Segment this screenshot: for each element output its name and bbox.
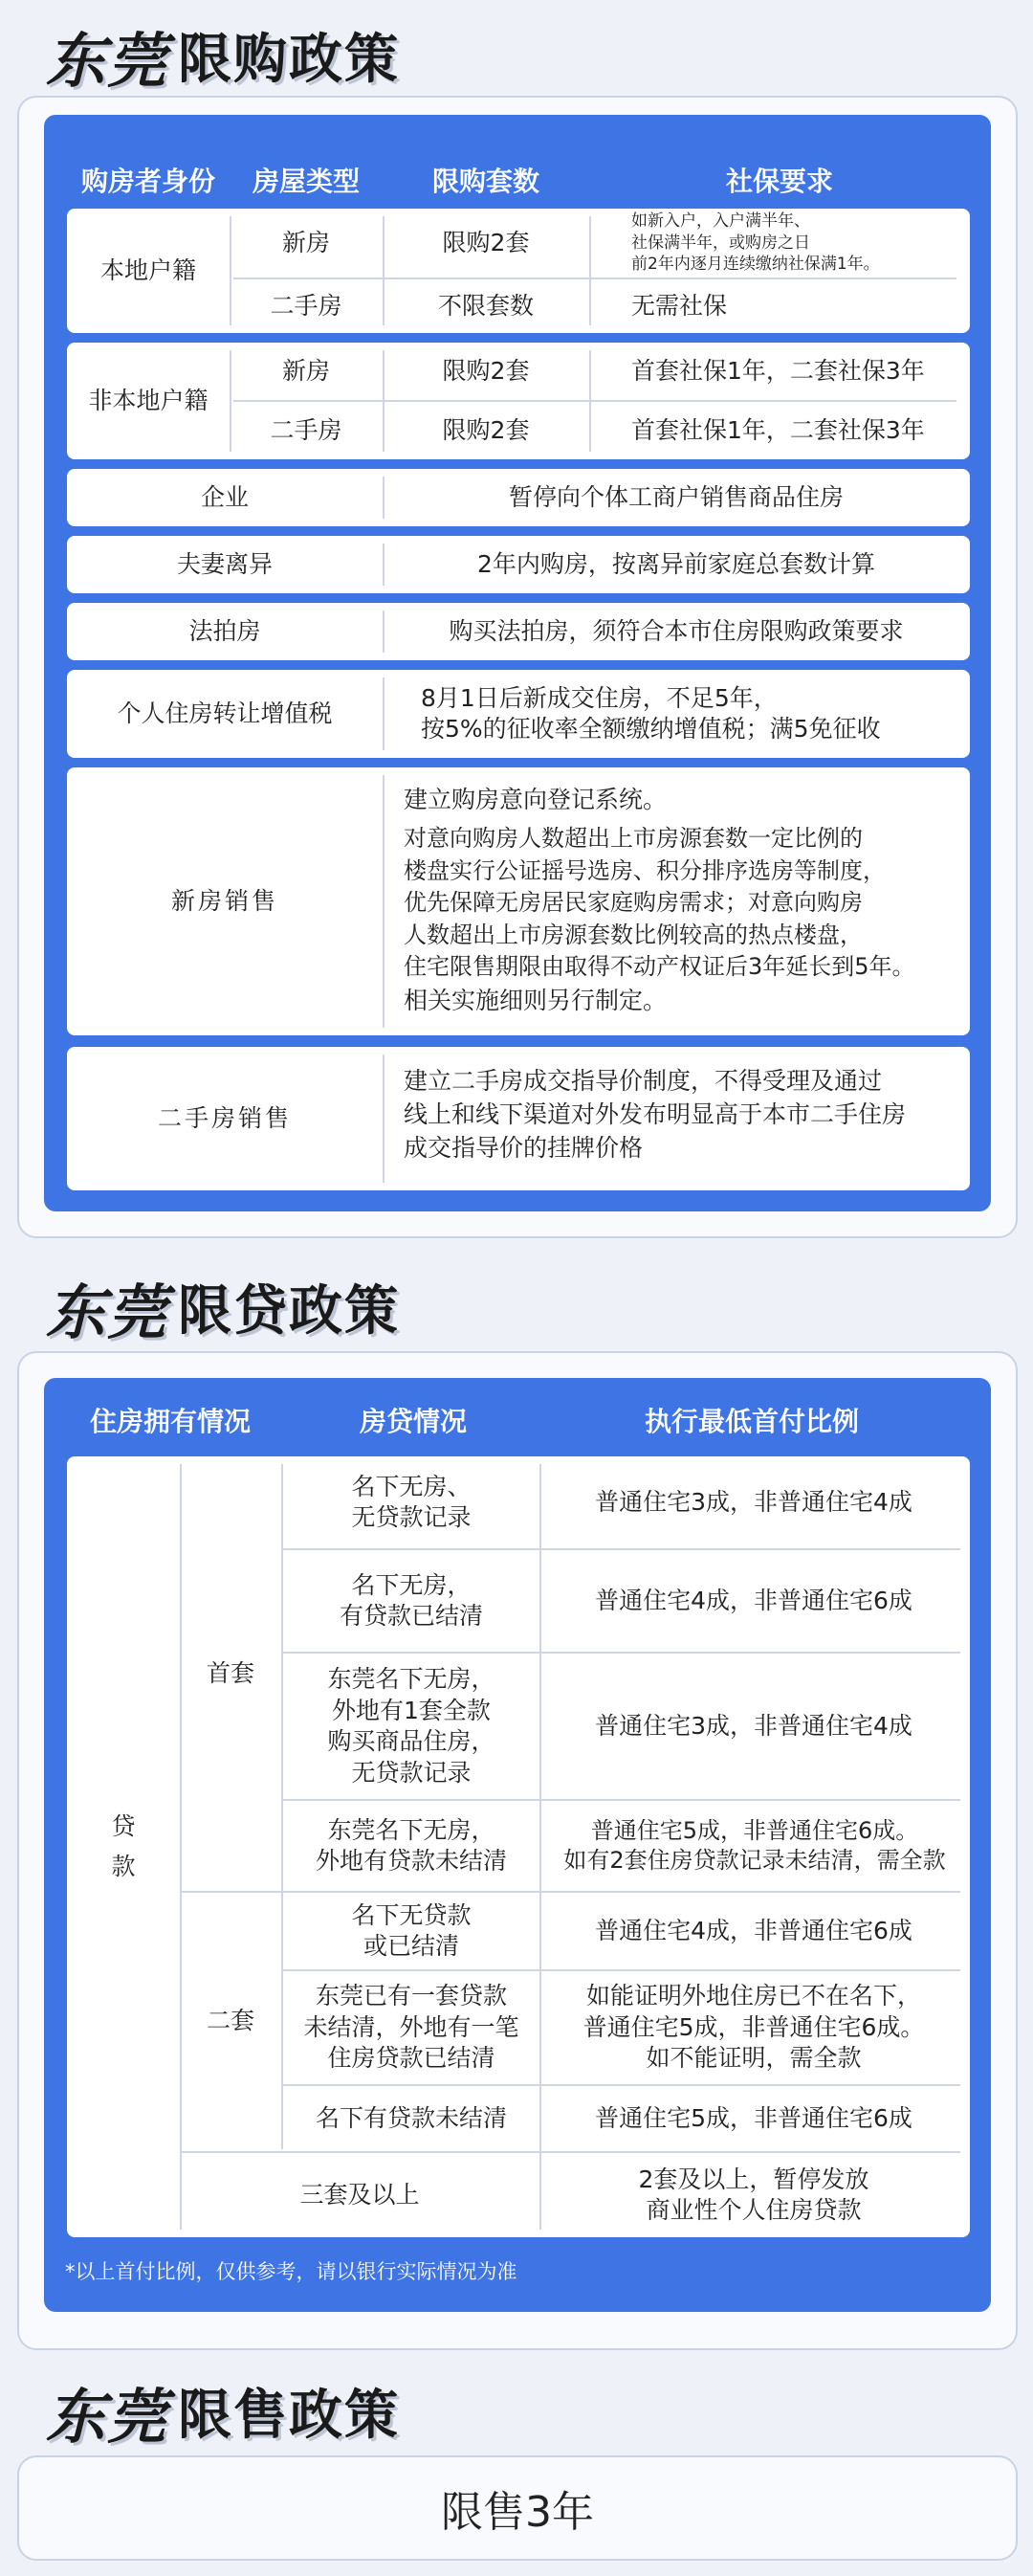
second-row-3-ratio: 普通住宅5成，非普通住宅6成 bbox=[595, 2103, 912, 2132]
nonlocal-new-limit: 限购2套 bbox=[442, 356, 530, 385]
header-min-down: 执行最低首付比例 bbox=[644, 1406, 859, 1437]
title-rest: 限贷政策 bbox=[178, 1280, 401, 1343]
third-home-ratio: 2套及以上，暂停发放 商业性个人住房贷款 bbox=[638, 2165, 869, 2224]
first-row-3-ratio: 普通住宅3成，非普通住宅4成 bbox=[595, 1711, 912, 1740]
local-identity: 本地户籍 bbox=[99, 255, 196, 284]
title-city: 东莞 bbox=[46, 25, 169, 96]
auction-value: 购买法拍房，须符合本市住房限购政策要求 bbox=[449, 616, 904, 645]
section-title-loan bbox=[46, 1269, 400, 1345]
nonlocal-identity: 非本地户籍 bbox=[88, 386, 209, 414]
nonlocal-new-social: 首套社保1年，二套社保3年 bbox=[631, 356, 925, 385]
first-row-2-situation: 名下无房， 有贷款已结清 bbox=[339, 1570, 483, 1630]
vat-label: 个人住房转让增值税 bbox=[117, 699, 333, 727]
divorce-label: 夫妻离异 bbox=[176, 549, 273, 578]
resale-value: 建立二手房成交指导价制度，不得受理及通过 线上和线下渠道对外发布明显高于本市二手住房 成交指导价的挂牌价格 bbox=[404, 1067, 907, 1162]
local-resale-social: 无需社保 bbox=[631, 291, 728, 320]
second-row-3-situation: 名下有贷款未结清 bbox=[315, 2103, 507, 2132]
second-row-1-situation: 名下无贷款 或已结清 bbox=[351, 1900, 472, 1960]
local-resale-limit: 不限套数 bbox=[437, 291, 534, 320]
title-rest: 限购政策 bbox=[178, 29, 401, 91]
first-row-3-situation: 东莞名下无房， 外地有1套全款 购买商品住房， 无贷款记录 bbox=[327, 1665, 495, 1787]
first-row-1-ratio: 普通住宅3成，非普通住宅4成 bbox=[595, 1487, 912, 1516]
header-identity: 购房者身份 bbox=[80, 166, 215, 197]
second-row-1-ratio: 普通住宅4成，非普通住宅6成 bbox=[595, 1916, 912, 1944]
local-resale-type: 二手房 bbox=[270, 291, 342, 320]
second-home-label: 二套 bbox=[206, 2006, 254, 2034]
first-row-2-ratio: 普通住宅4成，非普通住宅6成 bbox=[595, 1586, 912, 1614]
third-home-label: 三套及以上 bbox=[299, 2180, 420, 2209]
enterprise-value: 暂停向个体工商户销售商品住房 bbox=[508, 482, 844, 511]
local-new-type: 新房 bbox=[281, 228, 330, 256]
section-title-sale bbox=[46, 2373, 400, 2450]
nonlocal-resale-limit: 限购2套 bbox=[442, 415, 530, 444]
first-row-4-situation: 东莞名下无房， 外地有贷款未结清 bbox=[315, 1815, 507, 1875]
second-row-2-ratio: 如能证明外地住房已不在名下， 普通住宅5成，非普通住宅6成。 如不能证明，需全款 bbox=[582, 1982, 925, 2073]
local-new-limit: 限购2套 bbox=[442, 228, 530, 256]
loan-label: 贷 款 bbox=[111, 1811, 136, 1880]
sale-restriction-value: 限售3年 bbox=[441, 2488, 594, 2537]
header-mortgage: 房贷情况 bbox=[359, 1406, 467, 1437]
title-city: 东莞 bbox=[46, 1277, 169, 1347]
title-rest: 限售政策 bbox=[178, 2385, 401, 2447]
nonlocal-new-type: 新房 bbox=[281, 356, 330, 385]
divorce-value: 2年内购房，按离异前家庭总套数计算 bbox=[477, 549, 875, 578]
nonlocal-resale-social: 首套社保1年，二套社保3年 bbox=[631, 415, 925, 444]
new-sales-label: 新房销售 bbox=[170, 886, 278, 915]
header-social: 社保要求 bbox=[725, 166, 833, 197]
new-sales-p2: 对意向购房人数超出上市房源套数一定比例的 楼盘实行公证摇号选房、积分排序选房等制度， 优先保障无房居民家庭购房需求；对意向购房 人数超出上市房源套数比例较高的热点楼盘， 住宅限售期限由取得不动产权证后3年延长到5年。 bbox=[404, 825, 915, 981]
first-row-1-situation: 名下无房、 无贷款记录 bbox=[351, 1472, 472, 1531]
vat-value: 8月1日后新成交住房，不足5年， 按5%的征收率全额缴纳增值税；满5免征收 bbox=[421, 683, 881, 743]
nonlocal-resale-type: 二手房 bbox=[270, 415, 342, 444]
header-limit: 限购套数 bbox=[431, 166, 539, 197]
enterprise-label: 企业 bbox=[200, 482, 249, 511]
loan-note: *以上首付比例，仅供参考，请以银行实际情况为准 bbox=[65, 2260, 517, 2283]
new-sales-p1: 建立购房意向登记系统。 bbox=[404, 786, 668, 813]
section-title-purchase bbox=[46, 17, 400, 94]
auction-label: 法拍房 bbox=[188, 616, 261, 645]
second-row-2-situation: 东莞已有一套贷款 未结清，外地有一笔 住房贷款已结清 bbox=[303, 1982, 519, 2073]
first-row-4-ratio: 普通住宅5成，非普通住宅6成。 如有2套住房贷款记录未结清，需全款 bbox=[563, 1816, 946, 1874]
title-city: 东莞 bbox=[46, 2381, 169, 2452]
first-home-label: 首套 bbox=[206, 1658, 254, 1687]
local-new-social: 如新入户，入户满半年、 社保满半年，或购房之日 前2年内逐月连续缴纳社保满1年。 bbox=[631, 211, 880, 275]
header-ownership: 住房拥有情况 bbox=[89, 1406, 251, 1437]
header-house-type: 房屋类型 bbox=[252, 166, 360, 197]
new-sales-p3: 相关实施细则另行制定。 bbox=[404, 987, 668, 1014]
resale-label: 二手房销售 bbox=[157, 1103, 292, 1132]
